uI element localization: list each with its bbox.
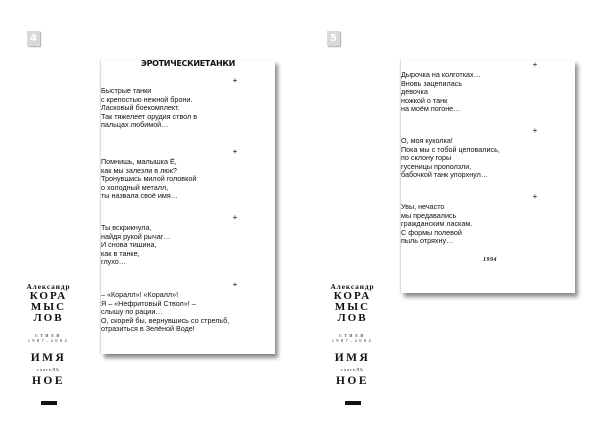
poem-line: пыль отряхну… xyxy=(401,236,454,246)
book-cover-right xyxy=(325,282,380,410)
page-number-left: 4 xyxy=(27,31,40,46)
poem-line: Тронувшись милой головкой xyxy=(101,174,197,184)
left-stanza-4 xyxy=(101,280,291,334)
poem-line: Дырочка на колготках… xyxy=(401,70,481,79)
poem-line: как мы залезли в люк? xyxy=(101,165,177,175)
stanza-separator: + xyxy=(232,76,238,85)
poem-line: найдя рукой рычаг… xyxy=(101,231,171,241)
right-stanza-1 xyxy=(401,60,591,114)
right-page-sheet xyxy=(401,60,575,293)
cover-author-first-name: Александр xyxy=(330,282,375,291)
poem-year: 1994 xyxy=(483,257,497,263)
cover-surname-part: ЛОВ xyxy=(337,312,368,324)
cover-title-part: ИМЯ xyxy=(334,352,371,364)
cover-title-mid: глагоЛЬ xyxy=(341,367,364,372)
poem-line: С формы полевой xyxy=(401,227,462,237)
poem-line: Ты вскрикнула, xyxy=(101,223,152,232)
poem-line: отразиться в Зелёной Воде! xyxy=(101,324,195,334)
cover-years: 1987–2002 xyxy=(331,338,374,343)
cover-author-first-name: Александр xyxy=(26,282,71,291)
poem-line: ты назвала своё имя… xyxy=(101,191,178,201)
poem-line: девочка xyxy=(401,87,428,97)
poem-line: Пока мы с тобой целовались, xyxy=(401,144,500,154)
cover-title-part: ИМЯ xyxy=(30,352,67,364)
poem-line: по склону горы xyxy=(401,153,452,163)
poem-line: бабочкой танк упорхнул… xyxy=(401,170,488,180)
poem-line: на моём погоне… xyxy=(401,104,461,114)
poem-line: ножкой о танк xyxy=(401,95,448,105)
cover-black-bar xyxy=(345,401,361,405)
poem-line: гусеницы проползли, xyxy=(401,161,472,171)
poem-line: гражданским ласкам. xyxy=(401,219,473,229)
poem-line: глухо… xyxy=(101,257,126,267)
left-stanza-3 xyxy=(101,213,291,267)
poem-line: о холодный металл, xyxy=(101,182,169,192)
poem-line: Быстрые танки xyxy=(101,86,152,95)
poem-line: мы предавались xyxy=(401,210,457,220)
cover-surname-part: МЫС xyxy=(334,301,371,313)
cover-subtitle: СТИХИ xyxy=(35,333,62,338)
poem-line: О, скорей бы, вернувшись со стрельб, xyxy=(101,315,230,325)
poem-line: Увы, нечасто xyxy=(401,202,445,211)
stanza-separator: + xyxy=(232,147,238,156)
stanza-separator: + xyxy=(532,60,538,69)
cover-surname-part: МЫС xyxy=(30,301,67,313)
left-stanza-2 xyxy=(101,147,291,201)
poem-line: с крепостью нежной брони. xyxy=(101,94,193,104)
poem-line: – «Коралл»! «Коралл»! xyxy=(101,290,179,299)
stanza-separator: + xyxy=(532,192,538,201)
book-cover-left xyxy=(21,282,76,410)
cover-title-part: НОЕ xyxy=(335,375,370,387)
cover-title-mid: глагоЛЬ xyxy=(37,367,60,372)
stanza-separator: + xyxy=(532,126,538,135)
poem-line: пальцах любимой… xyxy=(101,120,169,130)
stanza-separator: + xyxy=(232,280,238,289)
page-number-right: 5 xyxy=(327,31,340,46)
right-stanza-3 xyxy=(401,192,591,246)
poem-line: слышу по рации… xyxy=(101,307,163,317)
cover-black-bar xyxy=(41,401,57,405)
poem-line: О, моя куколка! xyxy=(401,136,453,145)
left-stanza-1 xyxy=(101,76,291,130)
poem-title: ЭРОТИЧЕСКИЕТАНКИ xyxy=(141,59,235,68)
cover-surname-part: КОРА xyxy=(333,290,372,302)
poem-line: Так тяжелеет орудия ствол в xyxy=(101,111,198,121)
cover-surname-part: КОРА xyxy=(29,290,68,302)
poem-line: как в танке, xyxy=(101,248,140,258)
poem-line: Вновь зацепилась xyxy=(401,78,463,88)
stanza-separator: + xyxy=(232,213,238,222)
left-page-sheet xyxy=(101,60,275,354)
cover-surname-part: ЛОВ xyxy=(33,312,64,324)
poem-line: Помнишь, малышка Ё, xyxy=(101,157,177,166)
cover-years: 1987–2002 xyxy=(27,338,70,343)
cover-title-part: НОЕ xyxy=(31,375,66,387)
cover-subtitle: СТИХИ xyxy=(339,333,366,338)
poem-line: И снова тишина, xyxy=(101,240,157,250)
poem-line: Ласковый боекомплект. xyxy=(101,103,180,113)
poem-line: Я – «Нефритовый Ствол»! – xyxy=(101,298,196,308)
right-stanza-2 xyxy=(401,126,591,180)
